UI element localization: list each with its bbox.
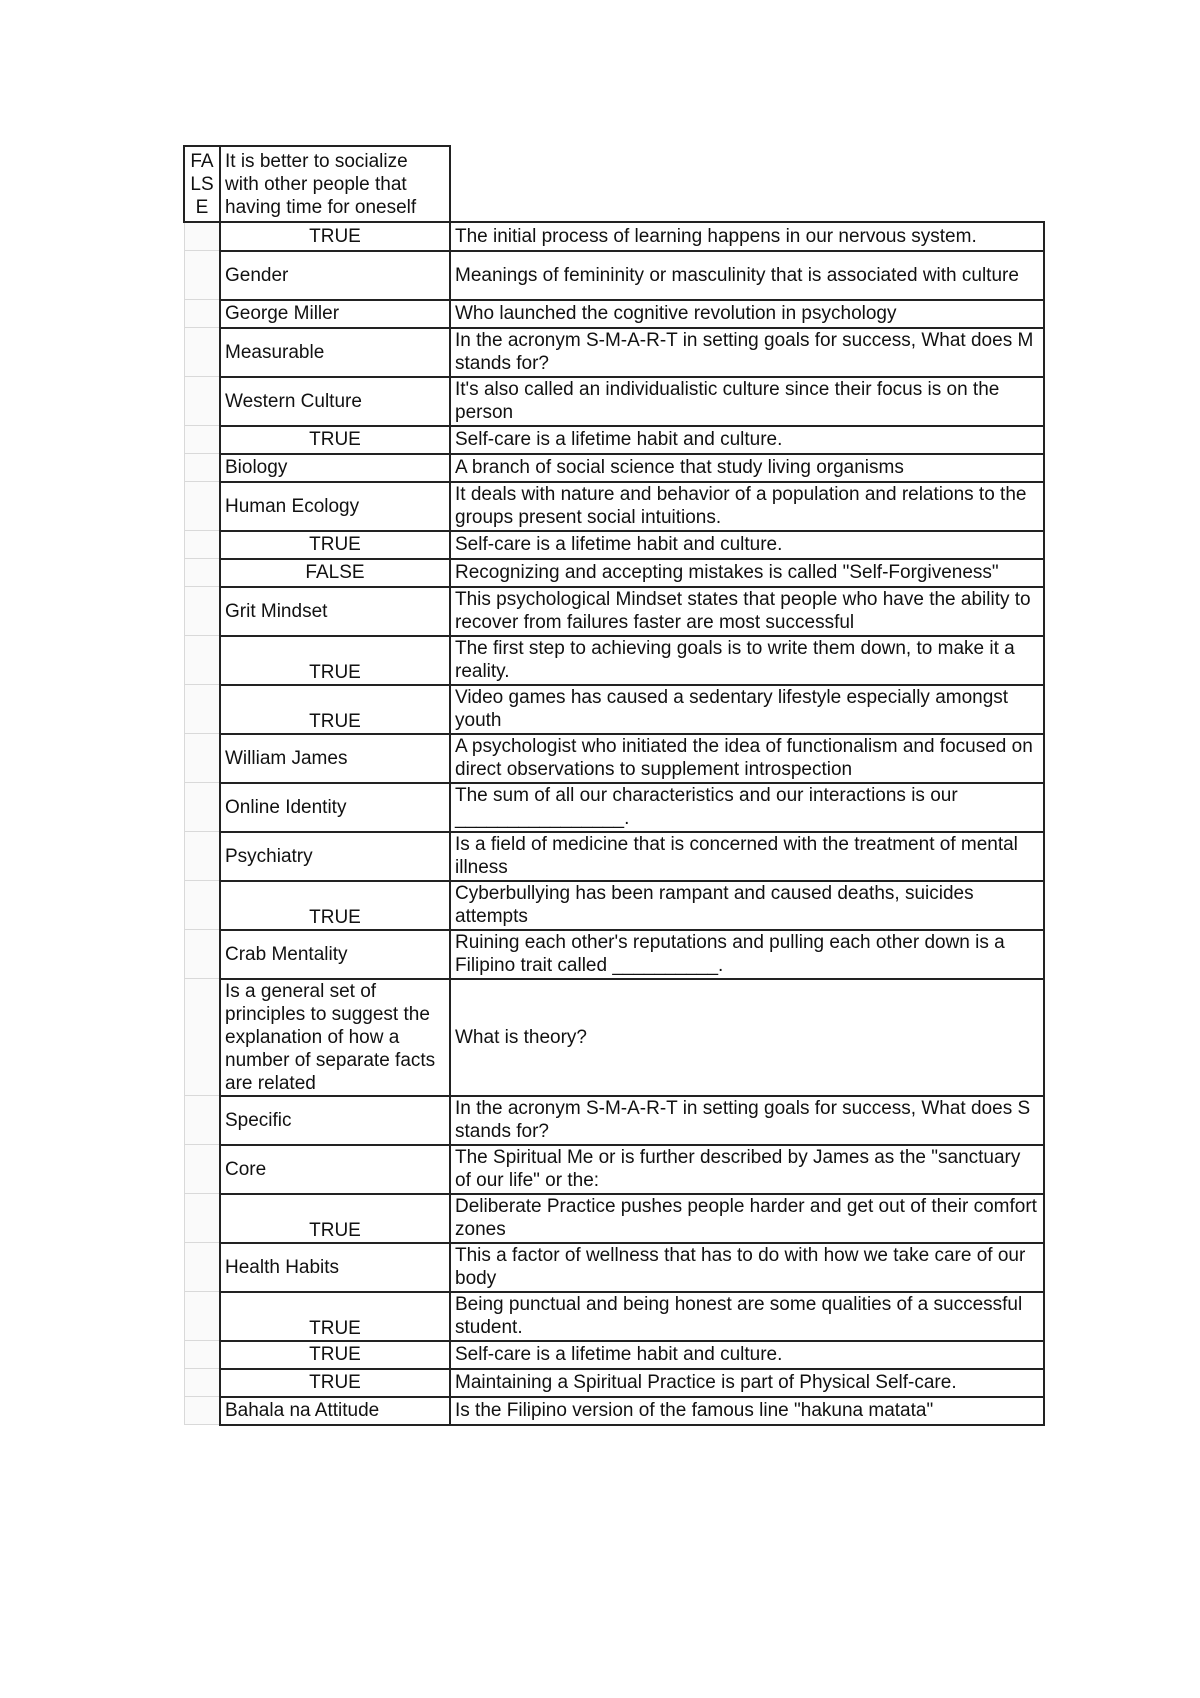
answer-cell: TRUE bbox=[220, 1292, 450, 1341]
question-cell: The Spiritual Me or is further described by James as the "sanctuary of our life" or the: bbox=[450, 1145, 1044, 1194]
question-cell: Video games has caused a sedentary lifestyle especially amongst youth bbox=[450, 685, 1044, 734]
question-cell: This psychological Mindset states that people who have the ability to recover from failures faster are most successful bbox=[450, 587, 1044, 636]
row-number-cell bbox=[184, 734, 220, 783]
row-number-cell bbox=[184, 1145, 220, 1194]
table-row bbox=[184, 426, 1044, 454]
table-row bbox=[184, 587, 1044, 636]
table-row bbox=[184, 979, 1044, 1096]
answer-cell: TRUE bbox=[220, 426, 450, 454]
answer-sheet-body bbox=[184, 146, 1044, 1425]
answer-cell: Biology bbox=[220, 454, 450, 482]
table-row bbox=[184, 559, 1044, 587]
row-number-cell bbox=[184, 377, 220, 426]
question-cell: Deliberate Practice pushes people harder and get out of their comfort zones bbox=[450, 1194, 1044, 1243]
table-row bbox=[184, 251, 1044, 300]
question-cell: In the acronym S-M-A-R-T in setting goals for success, What does S stands for? bbox=[450, 1096, 1044, 1145]
row-number-cell bbox=[184, 1341, 220, 1369]
answer-cell: Psychiatry bbox=[220, 832, 450, 881]
answer-cell: Western Culture bbox=[220, 377, 450, 426]
table-row bbox=[184, 1145, 1044, 1194]
table-row bbox=[184, 531, 1044, 559]
row-number-cell bbox=[184, 881, 220, 930]
question-cell: Self-care is a lifetime habit and culture. bbox=[450, 426, 1044, 454]
answer-cell: TRUE bbox=[220, 531, 450, 559]
question-cell: Being punctual and being honest are some qualities of a successful student. bbox=[450, 1292, 1044, 1341]
row-number-cell bbox=[184, 832, 220, 881]
question-cell: It deals with nature and behavior of a population and relations to the groups present social intuitions. bbox=[450, 482, 1044, 531]
header-empty-cell bbox=[450, 146, 1044, 222]
row-number-cell bbox=[184, 328, 220, 377]
table-row bbox=[184, 636, 1044, 685]
table-row bbox=[184, 300, 1044, 328]
row-number-cell bbox=[184, 636, 220, 685]
question-cell: The first step to achieving goals is to write them down, to make it a reality. bbox=[450, 636, 1044, 685]
answer-cell: TRUE bbox=[220, 881, 450, 930]
question-cell: A branch of social science that study living organisms bbox=[450, 454, 1044, 482]
false-marker-cell: FA LS E bbox=[184, 146, 220, 222]
answer-cell: Health Habits bbox=[220, 1243, 450, 1292]
row-number-cell bbox=[184, 251, 220, 300]
row-number-cell bbox=[184, 559, 220, 587]
question-cell: Meanings of femininity or masculinity that is associated with culture bbox=[450, 251, 1044, 300]
row-number-cell bbox=[184, 685, 220, 734]
table-row bbox=[184, 1369, 1044, 1397]
table-row bbox=[184, 734, 1044, 783]
row-number-cell bbox=[184, 531, 220, 559]
row-number-cell bbox=[184, 482, 220, 531]
answer-cell: Human Ecology bbox=[220, 482, 450, 531]
row-number-cell bbox=[184, 1194, 220, 1243]
table-row bbox=[184, 685, 1044, 734]
answer-cell: TRUE bbox=[220, 636, 450, 685]
question-cell: Ruining each other's reputations and pulling each other down is a Filipino trait called __________. bbox=[450, 930, 1044, 979]
question-cell: Recognizing and accepting mistakes is called "Self-Forgiveness" bbox=[450, 559, 1044, 587]
question-cell: Is the Filipino version of the famous line "hakuna matata" bbox=[450, 1397, 1044, 1425]
answer-cell: Grit Mindset bbox=[220, 587, 450, 636]
answer-cell: Bahala na Attitude bbox=[220, 1397, 450, 1425]
question-cell: The sum of all our characteristics and our interactions is our ________________. bbox=[450, 783, 1044, 832]
answer-cell: Online Identity bbox=[220, 783, 450, 832]
row-number-cell bbox=[184, 930, 220, 979]
header-statement-cell: It is better to socialize with other people that having time for oneself bbox=[220, 146, 450, 222]
table-row bbox=[184, 1096, 1044, 1145]
table-row bbox=[184, 454, 1044, 482]
table-row bbox=[184, 222, 1044, 251]
answer-cell: Core bbox=[220, 1145, 450, 1194]
question-cell: Self-care is a lifetime habit and culture. bbox=[450, 531, 1044, 559]
question-cell: Maintaining a Spiritual Practice is part of Physical Self-care. bbox=[450, 1369, 1044, 1397]
table-row bbox=[184, 482, 1044, 531]
question-cell: A psychologist who initiated the idea of functionalism and focused on direct observations to supplement introspection bbox=[450, 734, 1044, 783]
table-row bbox=[184, 1194, 1044, 1243]
table-row bbox=[184, 328, 1044, 377]
row-number-cell bbox=[184, 1369, 220, 1397]
answer-cell: TRUE bbox=[220, 222, 450, 251]
question-cell: Who launched the cognitive revolution in psychology bbox=[450, 300, 1044, 328]
row-number-cell bbox=[184, 300, 220, 328]
question-cell: Self-care is a lifetime habit and culture. bbox=[450, 1341, 1044, 1369]
header-row bbox=[184, 146, 1044, 222]
row-number-cell bbox=[184, 1096, 220, 1145]
question-cell: In the acronym S-M-A-R-T in setting goals for success, What does M stands for? bbox=[450, 328, 1044, 377]
answer-cell: TRUE bbox=[220, 685, 450, 734]
answer-sheet-table bbox=[183, 145, 1045, 1426]
answer-cell: William James bbox=[220, 734, 450, 783]
question-cell: Is a field of medicine that is concerned with the treatment of mental illness bbox=[450, 832, 1044, 881]
table-row bbox=[184, 1397, 1044, 1425]
table-row bbox=[184, 832, 1044, 881]
row-number-cell bbox=[184, 1397, 220, 1425]
question-cell: This a factor of wellness that has to do with how we take care of our body bbox=[450, 1243, 1044, 1292]
question-cell: What is theory? bbox=[450, 979, 1044, 1096]
answer-cell: Crab Mentality bbox=[220, 930, 450, 979]
row-number-cell bbox=[184, 783, 220, 832]
table-row bbox=[184, 1243, 1044, 1292]
row-number-cell bbox=[184, 426, 220, 454]
row-number-cell bbox=[184, 1243, 220, 1292]
table-row bbox=[184, 1292, 1044, 1341]
row-number-cell bbox=[184, 587, 220, 636]
row-number-cell bbox=[184, 454, 220, 482]
answer-cell: TRUE bbox=[220, 1194, 450, 1243]
question-cell: Cyberbullying has been rampant and caused deaths, suicides attempts bbox=[450, 881, 1044, 930]
answer-cell: Specific bbox=[220, 1096, 450, 1145]
table-row bbox=[184, 783, 1044, 832]
table-row bbox=[184, 1341, 1044, 1369]
answer-cell: TRUE bbox=[220, 1341, 450, 1369]
table-row bbox=[184, 930, 1044, 979]
answer-cell: Is a general set of principles to suggest the explanation of how a number of separate facts are related bbox=[220, 979, 450, 1096]
table-row bbox=[184, 881, 1044, 930]
answer-cell: Measurable bbox=[220, 328, 450, 377]
answer-cell: Gender bbox=[220, 251, 450, 300]
answer-cell: FALSE bbox=[220, 559, 450, 587]
answer-cell: TRUE bbox=[220, 1369, 450, 1397]
table-row bbox=[184, 377, 1044, 426]
row-number-cell bbox=[184, 1292, 220, 1341]
question-cell: It's also called an individualistic culture since their focus is on the person bbox=[450, 377, 1044, 426]
question-cell: The initial process of learning happens in our nervous system. bbox=[450, 222, 1044, 251]
row-number-cell bbox=[184, 222, 220, 251]
answer-cell: George Miller bbox=[220, 300, 450, 328]
row-number-cell bbox=[184, 979, 220, 1096]
